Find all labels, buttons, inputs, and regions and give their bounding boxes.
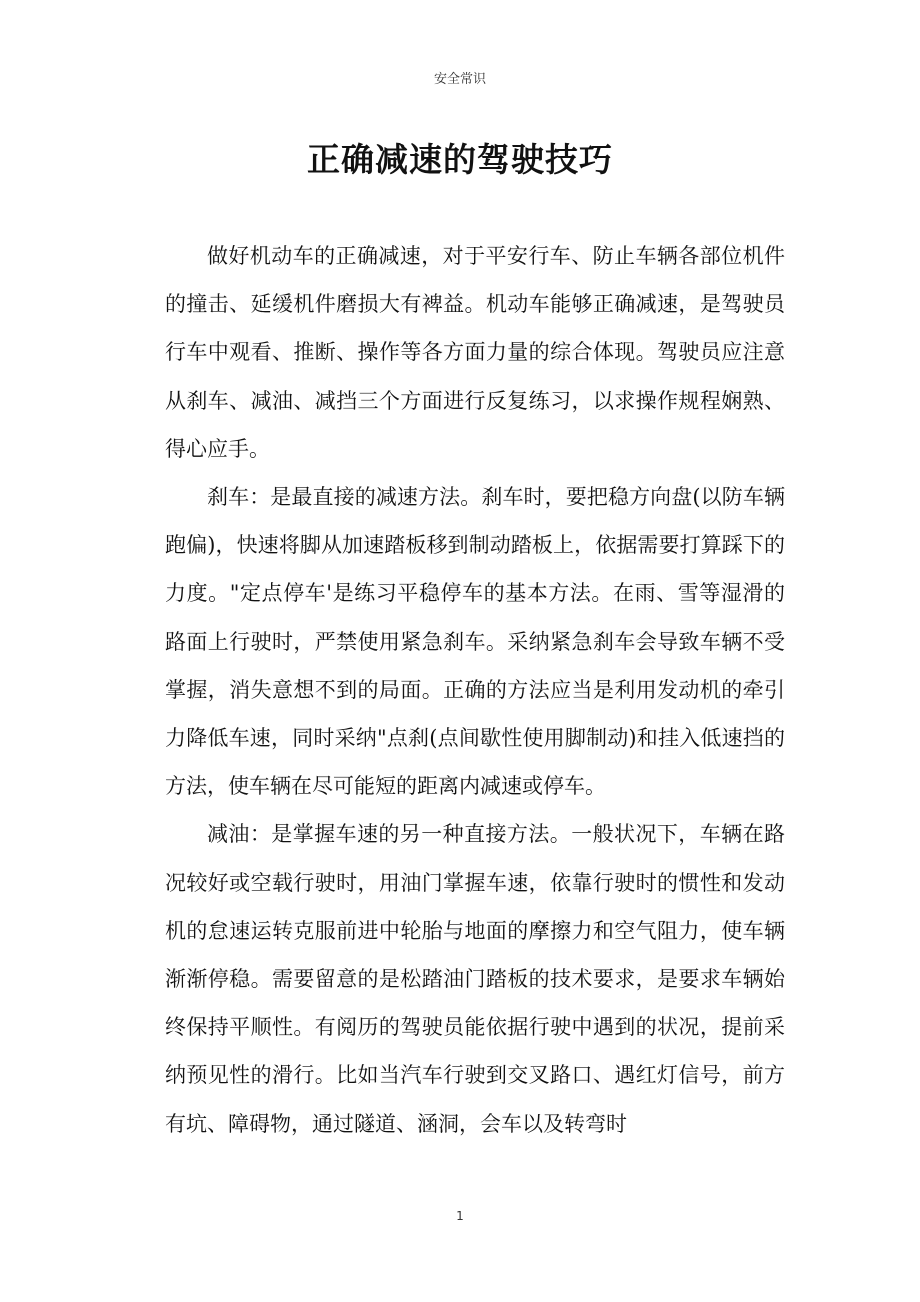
document-body xyxy=(165,232,785,1148)
document-title: 正确减速的驾驶技巧 xyxy=(307,140,613,179)
page-number: 1 xyxy=(456,1209,464,1223)
paragraph-intro: 做好机动车的正确减速，对于平安行车、防止车辆各部位机件的撞击、延缓机件磨损大有裨益。机动车能够正确减速，是驾驶员行车中观看、推断、操作等各方面力量的综合体现。驾驶员应注意从刹车、减油、减挡三个方面进行反复练习，以求操作规程娴熟、得心应手。 xyxy=(165,244,785,461)
page-header: 安全常识 xyxy=(433,72,486,87)
paragraph-braking: 刹车：是最直接的减速方法。刹车时，要把稳方向盘(以防车辆跑偏)，快速将脚从加速踏板移到制动踏板上，依据需要打算踩下的力度。"定点停车'是练习平稳停车的基本方法。在雨、雪等湿滑的路面上行驶时，严禁使用紧急刹车。采纳紧急刹车会导致车辆不受掌握，消失意想不到的局面。正确的方法应当是利用发动机的牵引力降低车速，同时采纳"点刹(点间歇性使用脚制动)和挂入低速挡的方法，使车辆在尽可能短的距离内减速或停车。 xyxy=(165,485,785,799)
paragraph-throttle: 减油：是掌握车速的另一种直接方法。一般状况下，车辆在路况较好或空载行驶时，用油门掌握车速，依靠行驶时的惯性和发动机的怠速运转克服前进中轮胎与地面的摩擦力和空气阻力，使车辆渐渐停稳。需要留意的是松踏油门踏板的技术要求，是要求车辆始终保持平顺性。有阅历的驾驶员能依据行驶中遇到的状况，提前采纳预见性的滑行。比如当汽车行驶到交叉路口、遇红灯信号，前方有坑、障碍物，通过隧道、涵洞，会车以及转弯时 xyxy=(165,822,785,1136)
